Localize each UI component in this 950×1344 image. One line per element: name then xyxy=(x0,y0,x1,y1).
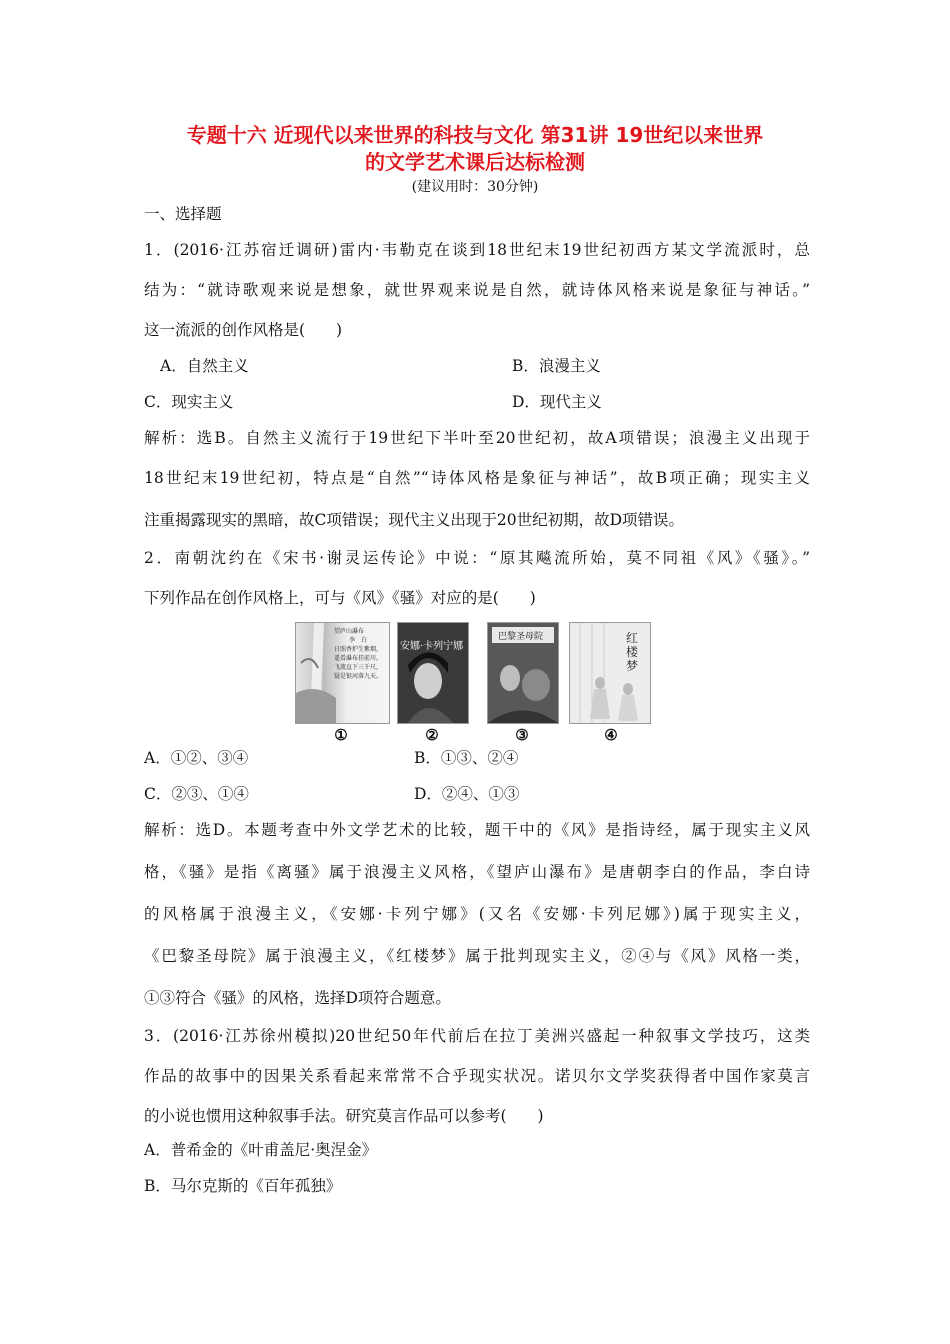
poem-line-1: 日照香炉生紫烟， xyxy=(334,646,383,653)
q1-analysis-3: 注重揭露现实的黑暗，故C项错误；现代主义出现于20世纪初期，故D项错误。 xyxy=(144,511,685,529)
q1-option-d: D．现代主义 xyxy=(512,393,602,411)
suggested-time: (建议用时：30分钟) xyxy=(411,179,539,195)
poem-line-2: 遥看瀑布挂前川。 xyxy=(334,655,383,662)
q2-analysis-3: 的风格属于浪漫主义，《安娜·卡列宁娜》(又名《安娜·卡列尼娜》)属于现实主义， xyxy=(144,905,810,923)
q2-analysis-1: 解析：选D。本题考查中外文学艺术的比较，题干中的《风》是指诗经，属于现实主义风 xyxy=(144,821,810,839)
poem-line-4: 疑是银河落九天。 xyxy=(334,673,383,680)
q2-option-a: A．①②、③④ xyxy=(144,749,249,767)
q2-line-1: 2．南朝沈约在《宋书·谢灵运传论》中说：“原其飚流所始，莫不同祖《风》《骚》。” xyxy=(144,549,810,567)
anna-karenina-title: 安娜·卡列宁娜 xyxy=(400,641,464,652)
title-line-2: 的文学艺术课后达标检测 xyxy=(365,150,585,174)
notre-dame-cover xyxy=(487,622,559,724)
section-heading: 一、选择题 xyxy=(144,205,222,223)
poem-title: 望庐山瀑布 xyxy=(334,628,365,635)
image-number-4: ④ xyxy=(604,726,618,744)
notre-dame-title: 巴黎圣母院 xyxy=(498,632,544,642)
q1-option-b: B．浪漫主义 xyxy=(512,357,601,375)
q2-option-c: C．②③、①④ xyxy=(144,785,249,803)
red-chamber-title: 红楼梦 xyxy=(626,631,639,673)
anna-karenina-cover xyxy=(397,622,469,724)
title-line-1: 专题十六 近现代以来世界的科技与文化 第31讲 19世纪以来世界 xyxy=(186,123,764,147)
document-title xyxy=(120,122,830,176)
q1-line-2: 结为：“就诗歌观来说是想象，就世界观来说是自然，就诗体风格来说是象征与神话。” xyxy=(144,281,810,299)
q1-option-c: C．现实主义 xyxy=(144,393,234,411)
q1-analysis-1: 解析：选B。自然主义流行于19世纪下半叶至20世纪初，故A项错误；浪漫主义出现于 xyxy=(144,429,810,447)
q2-option-b: B．①③、②④ xyxy=(414,749,519,767)
q1-line-3: 这一流派的创作风格是( ) xyxy=(144,321,343,339)
q2-analysis-4: 《巴黎圣母院》属于浪漫主义，《红楼梦》属于批判现实主义，②④与《风》风格一类， xyxy=(144,947,810,965)
q2-option-d: D．②④、①③ xyxy=(414,785,520,803)
q3-option-a: A．普希金的《叶甫盖尼·奥涅金》 xyxy=(144,1141,378,1159)
poem-line-3: 飞流直下三千尺， xyxy=(334,664,383,671)
q3-line-2: 作品的故事中的因果关系看起来常常不合乎现实状况。诺贝尔文学奖获得者中国作家莫言 xyxy=(144,1067,810,1085)
image-number-3: ③ xyxy=(515,726,529,744)
q1-option-a: A．自然主义 xyxy=(160,357,249,375)
q3-option-b: B．马尔克斯的《百年孤独》 xyxy=(144,1177,342,1195)
q2-analysis-2: 格，《骚》是指《离骚》属于浪漫主义风格，《望庐山瀑布》是唐朝李白的作品，李白诗 xyxy=(144,863,810,881)
poem-author: 李 白 xyxy=(349,637,368,644)
q2-line-2: 下列作品在创作风格上，可与《风》《骚》对应的是( ) xyxy=(144,589,536,607)
poem-image xyxy=(295,622,390,724)
q1-line-1: 1．(2016·江苏宿迁调研)雷内·韦勒克在谈到18世纪末19世纪初西方某文学流派时，总 xyxy=(144,241,810,259)
q1-analysis-2: 18世纪末19世纪初，特点是“自然”“诗体风格是象征与神话”，故B项正确；现实主义 xyxy=(144,469,810,487)
red-chamber-cover xyxy=(569,622,651,724)
q2-analysis-5: ①③符合《骚》的风格，选择D项符合题意。 xyxy=(144,989,451,1007)
image-number-1: ① xyxy=(334,726,348,744)
image-number-2: ② xyxy=(425,726,439,744)
q3-line-3: 的小说也惯用这种叙事手法。研究莫言作品可以参考( ) xyxy=(144,1107,544,1125)
q3-line-1: 3．(2016·江苏徐州模拟)20世纪50年代前后在拉丁美洲兴盛起一种叙事文学技巧，这类 xyxy=(144,1027,810,1045)
